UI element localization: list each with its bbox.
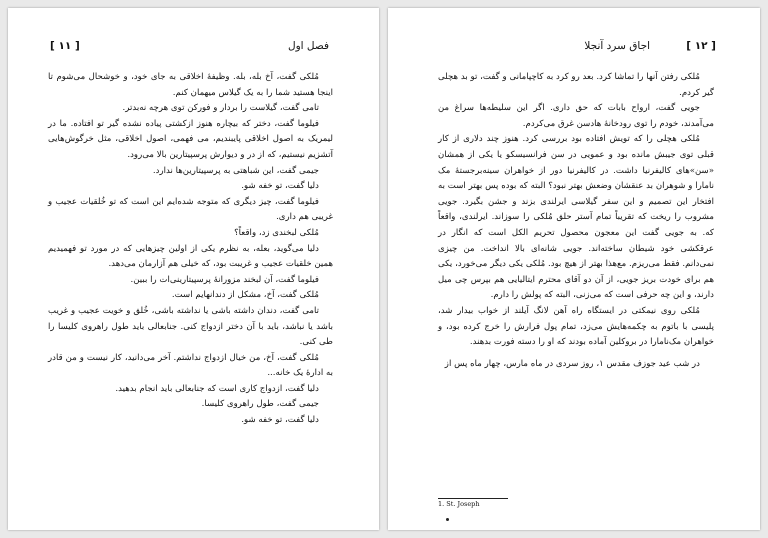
footnote: 1. St. Joseph bbox=[438, 500, 480, 508]
page-mark bbox=[446, 518, 449, 521]
left-page-header bbox=[8, 40, 379, 60]
left-page bbox=[8, 8, 379, 530]
right-page-number: [ ۱۲ ] bbox=[686, 40, 716, 52]
paragraph: دلیا می‌گوید، بعله، به نظرم یکی از اولین چیزهایی که در مورد تو فهمیدیم همین خلقیات عجیب و غریبت بود، که خیلی هم آزارمان می‌دهد. bbox=[48, 243, 333, 270]
right-page bbox=[388, 8, 760, 530]
paragraph: تامی گفت، دندان داشته باشی یا نداشته باشی، خُلق و خویت عجیب و غریب باشد یا نباشد، باید با آن دختر ازدواج کنی. جنابعالی باید طول راهروی کلیسا را طی کنی. bbox=[48, 305, 333, 348]
paragraph: جویی گفت، ارواح بابات که حق داری. اگر این سلیطه‌ها سراغ من می‌آمدند، خودم را توی رودخانهٔ هادسن غرق می‌کردم. bbox=[438, 103, 714, 129]
paragraph: فیلوما گفت، چیز دیگری که متوجه شده‌ایم این است که تو خُلقیات عجیب و غریبی هم داری. bbox=[48, 196, 333, 223]
paragraph: جیمی گفت، این شباهتی به پرسپیتارین‌ها ندارد. bbox=[152, 165, 319, 176]
paragraph: جیمی گفت، طول راهروی کلیسا. bbox=[201, 399, 319, 410]
left-page-body bbox=[48, 70, 333, 429]
right-page-body bbox=[438, 70, 714, 372]
paragraph: تامی گفت، گیلاست را بردار و فورکن توی هرچه نه‌بدتر. bbox=[122, 103, 319, 114]
paragraph: مُلکی هچلی را که تویش افتاده بود بررسی کرد. هنوز چند دلاری از کار قبلی توی جیبش مانده بود و عمویی در سن فرانسیسکو یا یکی از همشان «سن»‌های کالیفرنیا داشت. در کالیفرنیا دور از خواهران سینه‌برجستهٔ مک نامارا و شوهران بد عنقشان وضعش بهتر نبود؟ البته که بوده پس بهتر است به افتخار این تصمیم و این سفر گیلاسی ایرلندی بزند و جشن بگیرد. جویی مشروب را ریخت که تقریباً تمام آستر حلق مُلکی را سوزاند. ایرلندی، واقعاً که. به جویی گفت این معجون محصول تحریم الکل است که انگار در عرقکشی خود شیطان ساخته‌اند. جویی شانه‌ای بالا انداخت. من چیزی نمی‌دانم. فقط می‌ریزم. مع‌هذا بهتر از هیچ بود. مُلکی یکی دیگر می‌خورد، یکی هم برای خودت بریز جویی، از آن دو آقای محترم ایتالیایی هم بپرس چی میل دارند، و این چه حرفی است که می‌زنی، البته که پولش را دارم. bbox=[438, 134, 714, 301]
paragraph: فیلوما گفت، آن لبخند مزورانهٔ پرسپیتارینی‌ات را ببین. bbox=[130, 274, 319, 285]
paragraph: دلیا گفت، ازدواج کاری است که جنابعالی باید انجام بدهید. bbox=[115, 383, 319, 394]
paragraph: مُلکی گفت، آخ، مشکل از دندانهایم است. bbox=[171, 290, 319, 301]
paragraph: مُلکی گفت، آخ، من خیال ازدواج نداشتم. آخر می‌دانید، کار نیست و من قادر به ادارهٔ یک خانه... bbox=[48, 352, 333, 379]
paragraph: فیلوما گفت، دختر که بیچاره هنوز ازکشتی پیاده نشده گیر تو افتاده. ما در لیمریک به اصول اخلاقی پایبندیم، می فهمی، اصول اخلاقی، مثل خرگوش‌هایی آتشزیم نیستیم، که از در و دیوارش پرسپیتارین بالا می‌رود. bbox=[48, 118, 333, 160]
paragraph: مُلکی لبخندی زد، واقعاً؟ bbox=[234, 227, 319, 238]
paragraph: در شب عید جوزف مقدس ۱، روز سردی در ماه مارس، چهار ماه پس از bbox=[444, 358, 700, 369]
paragraph: دلیا گفت، تو خفه شو. bbox=[241, 181, 319, 192]
right-running-title: اجاق سرد آنجلا bbox=[584, 40, 650, 52]
left-page-number: [ ۱۱ ] bbox=[50, 40, 80, 52]
paragraph: مُلکی گفت، آخ بله، بله. وظیفهٔ اخلاقی به جای خود، و خوشحال می‌شوم تا اینجا هستید شما را به یک گیلاس میهمان کنم. bbox=[48, 72, 333, 98]
paragraph: دلیا گفت، تو خفه شو. bbox=[241, 415, 319, 426]
paragraph: مُلکی رفتن آنها را تماشا کرد. بعد رو کرد به کاچپامانی و گفت، تو بد هچلی گیر کردم. bbox=[438, 72, 714, 98]
right-page-header bbox=[388, 40, 760, 60]
paragraph: مُلکی روی نیمکتی در ایستگاه راه آهن لانگ آیلند از خواب بیدار شد، پلیسی با باتوم به چکمه‌هایش می‌زد، تمام پول فرارش را خرج کرده بود، و خواهران مک‌نامارا در بروکلین آماده بودند که او را دسته فورت بدهند. bbox=[438, 305, 714, 348]
left-running-title: فصل اول bbox=[287, 40, 329, 52]
footnote-divider bbox=[438, 498, 508, 499]
